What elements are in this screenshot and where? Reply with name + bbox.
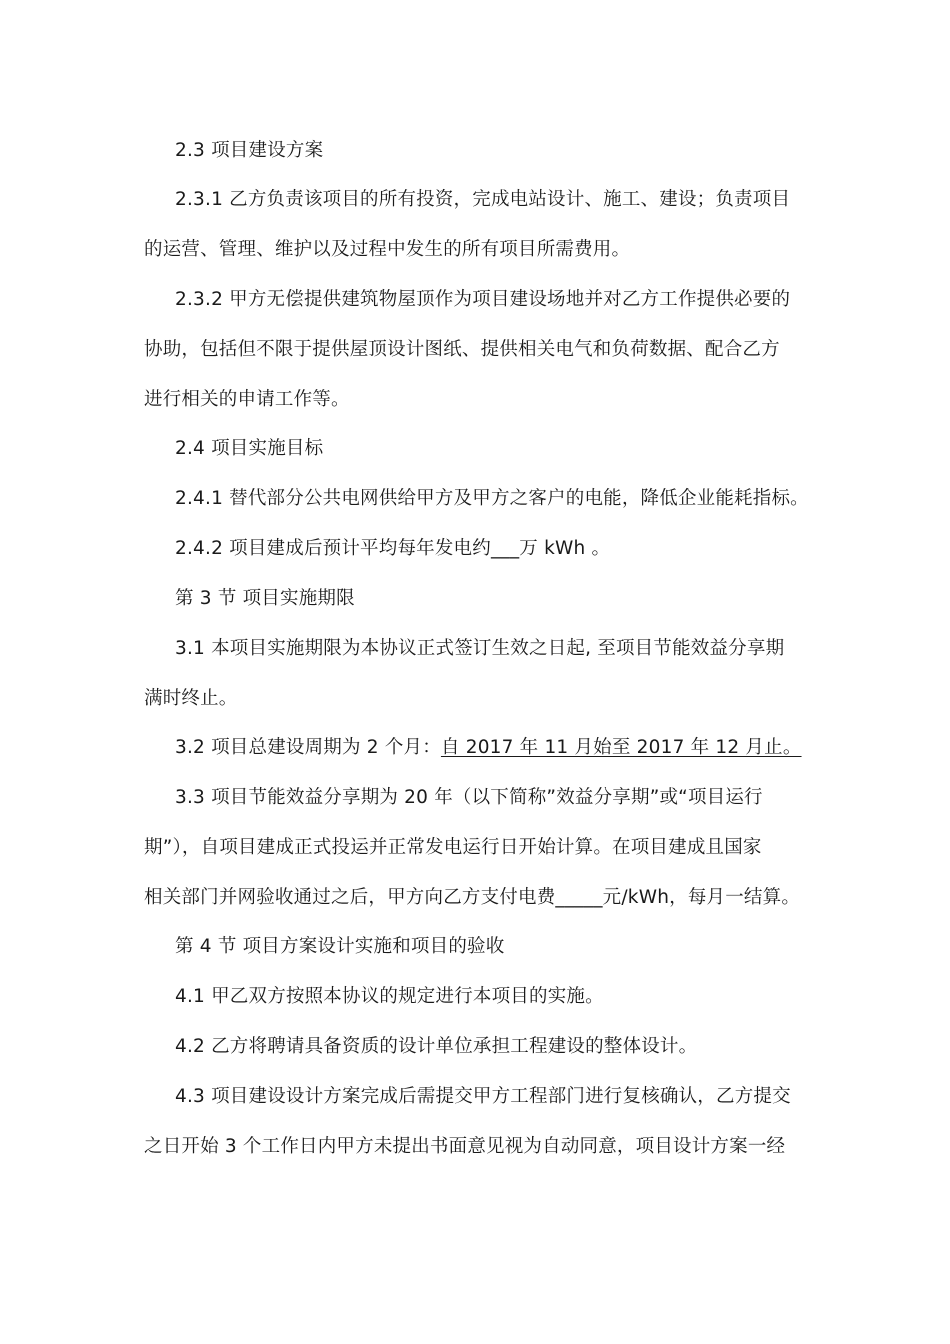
paragraph-2-3-2-line-3: 进行相关的申请工作等。: [144, 389, 350, 410]
paragraph-4-1: 4.1 甲乙双方按照本协议的规定进行本项目的实施。: [175, 986, 604, 1007]
section-4-heading: 第 4 节 项目方案设计实施和项目的验收: [175, 936, 505, 957]
paragraph-2-3-1-line-1: 2.3.1 乙方负责该项目的所有投资，完成电站设计、施工、建设；负责项目: [175, 189, 791, 210]
construction-period-dates: 自 2017 年 11 月始至 2017 年 12 月止。: [440, 737, 802, 758]
paragraph-2-3-2-line-1: 2.3.2 甲方无偿提供建筑物屋顶作为项目建设场地并对乙方工作提供必要的: [175, 289, 791, 310]
paragraph-2-4-2: 2.4.2 项目建成后预计平均每年发电约___万 kWh 。: [175, 538, 611, 559]
paragraph-3-3-line-3: 相关部门并网验收通过之后，甲方向乙方支付电费_____元/kWh，每月一结算。: [144, 887, 801, 908]
paragraph-4-2: 4.2 乙方将聘请具备资质的设计单位承担工程建设的整体设计。: [175, 1036, 698, 1057]
paragraph-4-3-line-2: 之日开始 3 个工作日内甲方未提出书面意见视为自动同意，项目设计方案一经: [144, 1136, 786, 1157]
paragraph-4-3-line-1: 4.3 项目建设设计方案完成后需提交甲方工程部门进行复核确认，乙方提交: [175, 1086, 791, 1107]
paragraph-3-1-line-2: 满时终止。: [144, 688, 238, 709]
paragraph-3-3-line-2: 期”），自项目建成正式投运并正常发电运行日开始计算。在项目建成且国家: [144, 837, 762, 858]
paragraph-3-2: [175, 736, 802, 760]
paragraph-2-3-2-line-2: 协助，包括但不限于提供屋顶设计图纸、提供相关电气和负荷数据、配合乙方: [144, 339, 780, 360]
paragraph-3-3-line-1: 3.3 项目节能效益分享期为 20 年（以下简称”效益分享期”或“项目运行: [175, 787, 763, 808]
paragraph-2-4-1: 2.4.1 替代部分公共电网供给甲方及甲方之客户的电能，降低企业能耗指标。: [175, 488, 809, 509]
section-3-heading: 第 3 节 项目实施期限: [175, 588, 355, 609]
paragraph-3-2-lead: 3.2 项目总建设周期为 2 个月：: [175, 737, 441, 758]
paragraph-3-1-line-1: 3.1 本项目实施期限为本协议正式签订生效之日起, 至项目节能效益分享期: [175, 638, 785, 659]
heading-2-4: 2.4 项目实施目标: [175, 438, 324, 459]
heading-2-3: 2.3 项目建设方案: [175, 140, 324, 161]
paragraph-2-3-1-line-2: 的运营、管理、维护以及过程中发生的所有项目所需费用。: [144, 239, 631, 260]
